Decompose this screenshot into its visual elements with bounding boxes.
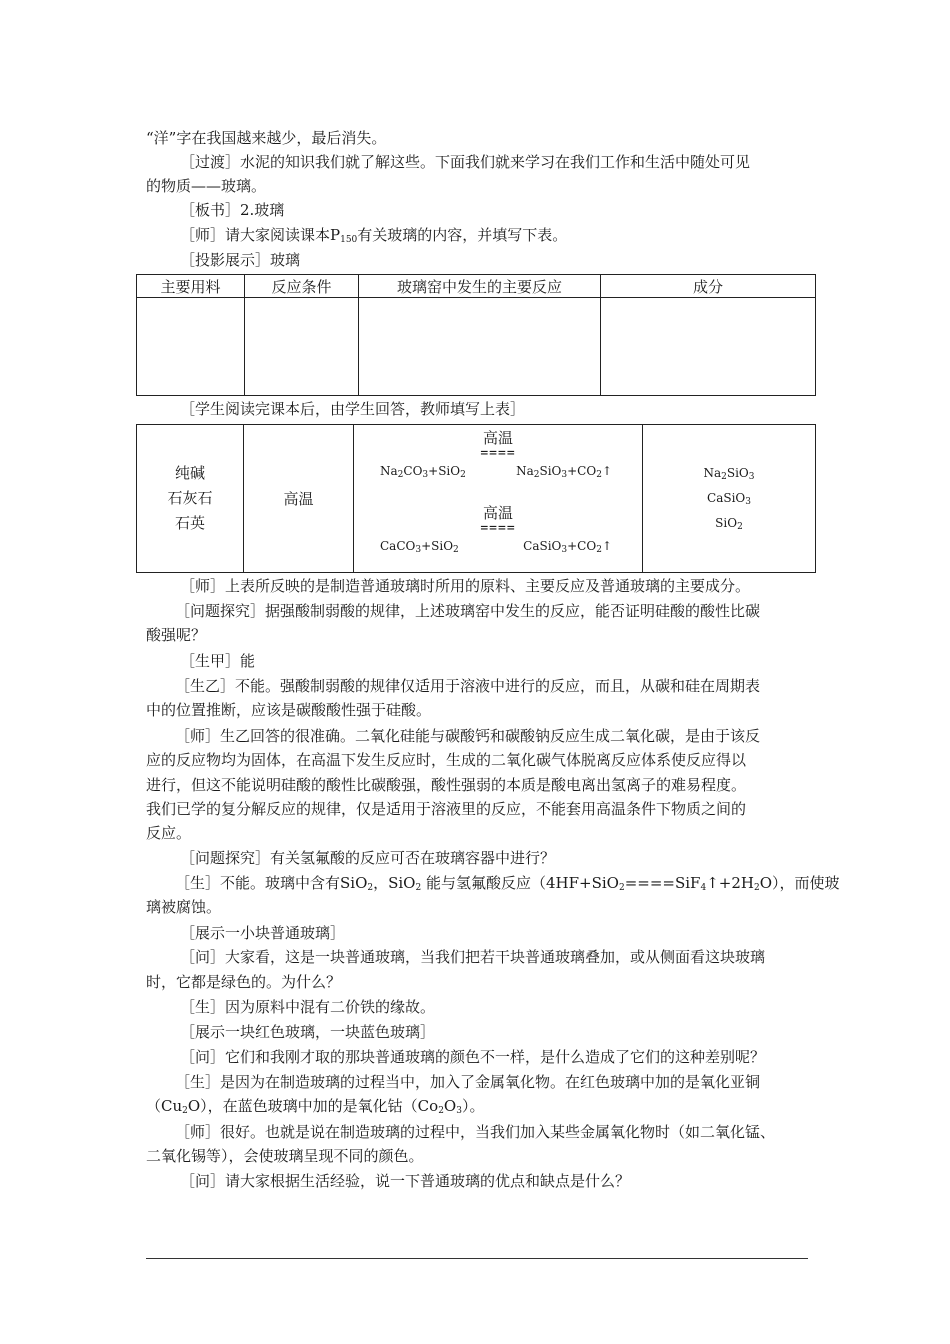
column-header: 主要用料	[137, 275, 245, 298]
subscript: 2	[438, 1106, 444, 1116]
formula-part: CO	[403, 464, 423, 478]
paragraph-line: ［问］它们和我刚才取的那块普通玻璃的颜色不一样，是什么造成了它们的这种差别呢？	[180, 1048, 766, 1066]
formula-part: SiO	[539, 464, 562, 478]
formula-part: +CO	[567, 464, 597, 478]
formula-part: +SiO	[428, 464, 461, 478]
text-span: 有关玻璃的内容，并填写下表。	[357, 226, 568, 244]
text-span: O），在蓝色玻璃中加的是氧化钴（Co	[187, 1097, 439, 1115]
materials-cell	[137, 425, 244, 573]
reaction-condition: 高温	[482, 429, 513, 447]
paragraph-line	[180, 224, 820, 246]
subscript: 4	[700, 883, 707, 893]
gas-arrow: ↑	[601, 464, 612, 478]
paragraph-line: ［师］上表所反映的是制造普通玻璃时所用的原料、主要反应及普通玻璃的主要成分。	[180, 577, 751, 595]
subscript: 2	[753, 883, 760, 893]
subscript: 2	[397, 470, 404, 480]
subscript: 150	[340, 235, 358, 245]
table-cell	[359, 298, 601, 396]
text-span: ，SiO	[373, 874, 416, 892]
empty-glass-table	[136, 274, 816, 396]
subscript: 3	[561, 545, 568, 555]
column-header: 反应条件	[245, 275, 359, 298]
equals-sign: ====	[480, 521, 516, 536]
subscript: 3	[422, 470, 429, 480]
paragraph-line: 中的位置推断，应该是碳酸酸性强于硅酸。	[146, 701, 432, 719]
subscript: 3	[456, 1106, 462, 1116]
paragraph-line: “洋”字在我国越来越少，最后消失。	[146, 129, 387, 147]
material-item: 纯碱	[174, 464, 205, 482]
paragraph-line: 二氧化锡等），会使玻璃呈现不同的颜色。	[146, 1147, 424, 1165]
reactants	[380, 539, 459, 553]
paragraph-line: ［生］因为原料中混有二价铁的缘故。	[180, 998, 436, 1016]
products	[516, 464, 612, 478]
subscript: 3	[561, 470, 568, 480]
gas-arrow: ↑	[601, 539, 612, 553]
table-cell	[601, 298, 816, 396]
component-item	[643, 461, 815, 486]
table-cell	[137, 298, 245, 396]
reactants	[380, 464, 466, 478]
text-span: ［生］不能。玻璃中含有SiO	[175, 874, 368, 892]
products	[523, 539, 612, 553]
paragraph-line: ［展示一块红色玻璃，一块蓝色玻璃］	[180, 1023, 436, 1041]
formula-part: CaSiO	[707, 491, 746, 505]
text-span: （Cu	[146, 1097, 183, 1115]
column-header: 成分	[601, 275, 816, 298]
paragraph-line: 我们已学的复分解反应的规律，仅是适用于溶液里的反应，不能套用高温条件下物质之间的	[146, 800, 747, 818]
paragraph-line: ［投影展示］玻璃	[180, 251, 301, 269]
paragraph-line	[175, 872, 840, 894]
paragraph-line: ［过渡］水泥的知识我们就了解这些。下面我们就来学习在我们工作和生活中随处可见	[180, 153, 751, 171]
formula-part: Na	[516, 464, 534, 478]
paragraph-line: ［问题探究］有关氢氟酸的反应可否在玻璃容器中进行？	[180, 849, 556, 867]
subscript: 2	[460, 470, 466, 480]
reaction-equations	[354, 425, 642, 572]
components-cell	[643, 425, 816, 573]
paragraph-line: ［展示一小块普通玻璃］	[180, 924, 346, 942]
formula-part: Na	[703, 466, 722, 480]
footer-divider	[146, 1258, 808, 1259]
subscript: 2	[737, 522, 743, 532]
material-item: 石英	[174, 514, 205, 532]
equals-sign: ====	[480, 446, 516, 461]
paragraph-line: 反应。	[146, 824, 192, 842]
subscript: 2	[721, 472, 727, 482]
table-row	[137, 425, 816, 573]
formula-part: CaCO	[380, 539, 416, 553]
reaction-cell	[354, 425, 643, 573]
paragraph-line: ［师］很好。也就是说在制造玻璃的过程中，当我们加入某些金属氧化物时（如二氧化锰、	[175, 1123, 776, 1141]
subscript: 2	[453, 545, 459, 555]
text-span: ）。	[461, 1097, 485, 1115]
paragraph-line: ［问］大家看，这是一块普通玻璃，当我们把若干块普通玻璃叠加，或从侧面看这块玻璃	[180, 948, 766, 966]
reaction-condition: 高温	[482, 504, 513, 522]
table-row	[137, 298, 816, 396]
component-item	[643, 486, 815, 511]
column-header: 玻璃窑中发生的主要反应	[359, 275, 601, 298]
formula-part: SiO	[715, 516, 738, 530]
paragraph-line: 时，它都是绿色的。为什么？	[146, 973, 342, 991]
paragraph-line: 进行，但这不能说明硅酸的酸性比碳酸强，酸性强弱的本质是酸电离出氢离子的难易程度。	[146, 776, 747, 794]
paragraph-line: 璃被腐蚀。	[146, 898, 222, 916]
subscript: 3	[745, 497, 751, 507]
subscript: 2	[367, 883, 374, 893]
subscript: 3	[748, 472, 755, 482]
component-item	[643, 511, 815, 536]
text-span: ［师］请大家阅读课本P	[180, 226, 341, 244]
paragraph-line: 酸强呢？	[146, 626, 207, 644]
subscript: 2	[533, 470, 540, 480]
subscript: 3	[415, 545, 422, 555]
paragraph-line: ［生］是因为在制造玻璃的过程当中，加入了金属氧化物。在红色玻璃中加的是氧化亚铜	[175, 1073, 761, 1091]
subscript: 2	[618, 883, 625, 893]
material-item: 石灰石	[167, 489, 213, 507]
text-span: ↑+2H	[706, 874, 754, 892]
paragraph-line: ［问］请大家根据生活经验，说一下普通玻璃的优点和缺点是什么？	[180, 1172, 631, 1190]
formula-part: +CO	[567, 539, 597, 553]
text-span: 能与氢氟酸反应（4HF+SiO	[421, 874, 619, 892]
subscript: 2	[596, 545, 602, 555]
paragraph-line: 的物质——玻璃。	[146, 177, 267, 195]
filled-glass-table	[136, 424, 816, 573]
condition-cell: 高温	[244, 425, 354, 573]
paragraph-line: ［板书］2.玻璃	[180, 201, 285, 219]
formula-part: CaSiO	[523, 539, 562, 553]
paragraph-line: 应的反应物均为固体，在高温下发生反应时，生成的二氧化碳气体脱离反应体系使反应得以	[146, 751, 747, 769]
table-cell	[245, 298, 359, 396]
paragraph-line: ［师］生乙回答的很准确。二氧化硅能与碳酸钙和碳酸钠反应生成二氧化碳，是由于该反	[175, 727, 761, 745]
text-span: O	[443, 1097, 457, 1115]
text-span: ====SiF	[624, 874, 701, 892]
formula-part: SiO	[726, 466, 749, 480]
paragraph-line	[146, 1095, 816, 1117]
table-header-row	[137, 275, 816, 298]
paragraph-line: ［生乙］不能。强酸制弱酸的规律仅适用于溶液中进行的反应，而且，从碳和硅在周期表	[175, 677, 761, 695]
paragraph-line: ［生甲］能	[180, 652, 256, 670]
subscript: 2	[182, 1106, 188, 1116]
paragraph-line: ［学生阅读完课本后，由学生回答，教师填写上表］	[180, 400, 526, 418]
formula-part: Na	[380, 464, 398, 478]
text-span: O），而使玻	[759, 874, 840, 892]
formula-part: +SiO	[421, 539, 454, 553]
subscript: 2	[596, 470, 602, 480]
paragraph-line: ［问题探究］据强酸制弱酸的规律，上述玻璃窑中发生的反应，能否证明硅酸的酸性比碳	[175, 602, 761, 620]
subscript: 2	[415, 883, 422, 893]
